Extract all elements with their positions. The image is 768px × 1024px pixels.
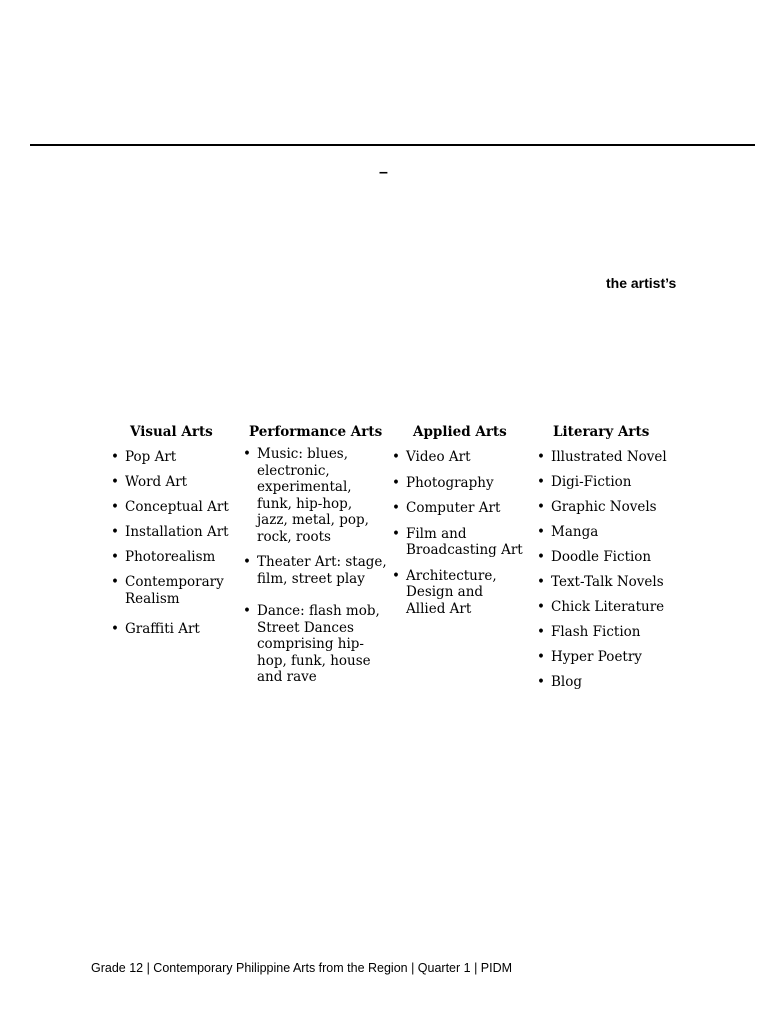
list-item: • Flash Fiction (536, 624, 667, 641)
column-applied-arts (391, 423, 523, 626)
text-fragment-the-artists: the artist’s (606, 275, 677, 291)
column-heading: Literary Arts (553, 424, 650, 440)
list-item: • Doodle Fiction (536, 549, 667, 566)
column-performance-arts (242, 423, 387, 695)
list (391, 449, 523, 617)
list-item: • Manga (536, 524, 667, 541)
list-item: • Chick Literature (536, 599, 667, 616)
list-item: • Illustrated Novel (536, 449, 667, 466)
list-item: • Blog (536, 674, 667, 691)
list-item: • Film and Broadcasting Art (391, 526, 523, 559)
list-item: • Video Art (391, 449, 523, 466)
list-item: • Photography (391, 475, 523, 492)
list-item: • Digi-Fiction (536, 474, 667, 491)
list-item: • Conceptual Art (110, 499, 229, 516)
list-item: • Contemporary Realism (110, 574, 229, 607)
column-heading: Applied Arts (413, 424, 507, 440)
list-item: • Text-Talk Novels (536, 574, 667, 591)
list-item: • Photorealism (110, 549, 229, 566)
page-footer: Grade 12 | Contemporary Philippine Arts from the Region | Quarter 1 | PIDM (91, 961, 513, 975)
horizontal-rule (30, 144, 755, 146)
list-item: • Architecture, Design and Allied Art (391, 568, 523, 618)
list-item: • Music: blues, electronic, experimental, funk, hip-hop, jazz, metal, pop, rock, roots (242, 446, 387, 545)
list-item: • Theater Art: stage, film, street play (242, 554, 387, 587)
list (242, 446, 387, 686)
list-item: • Pop Art (110, 449, 229, 466)
list-item: • Installation Art (110, 524, 229, 541)
list-item: • Hyper Poetry (536, 649, 667, 666)
list (110, 449, 229, 638)
column-literary-arts (536, 423, 667, 699)
list (536, 449, 667, 691)
column-heading: Visual Arts (130, 424, 213, 440)
list-item: • Graffiti Art (110, 621, 229, 638)
column-heading: Performance Arts (249, 424, 383, 440)
list-item: • Computer Art (391, 500, 523, 517)
column-visual-arts (110, 423, 229, 646)
list-item: • Graphic Novels (536, 499, 667, 516)
list-item: • Dance: flash mob, Street Dances comprising hip- hop, funk, house and rave (242, 603, 387, 686)
list-item: • Word Art (110, 474, 229, 491)
dash-mark: – (379, 164, 388, 181)
